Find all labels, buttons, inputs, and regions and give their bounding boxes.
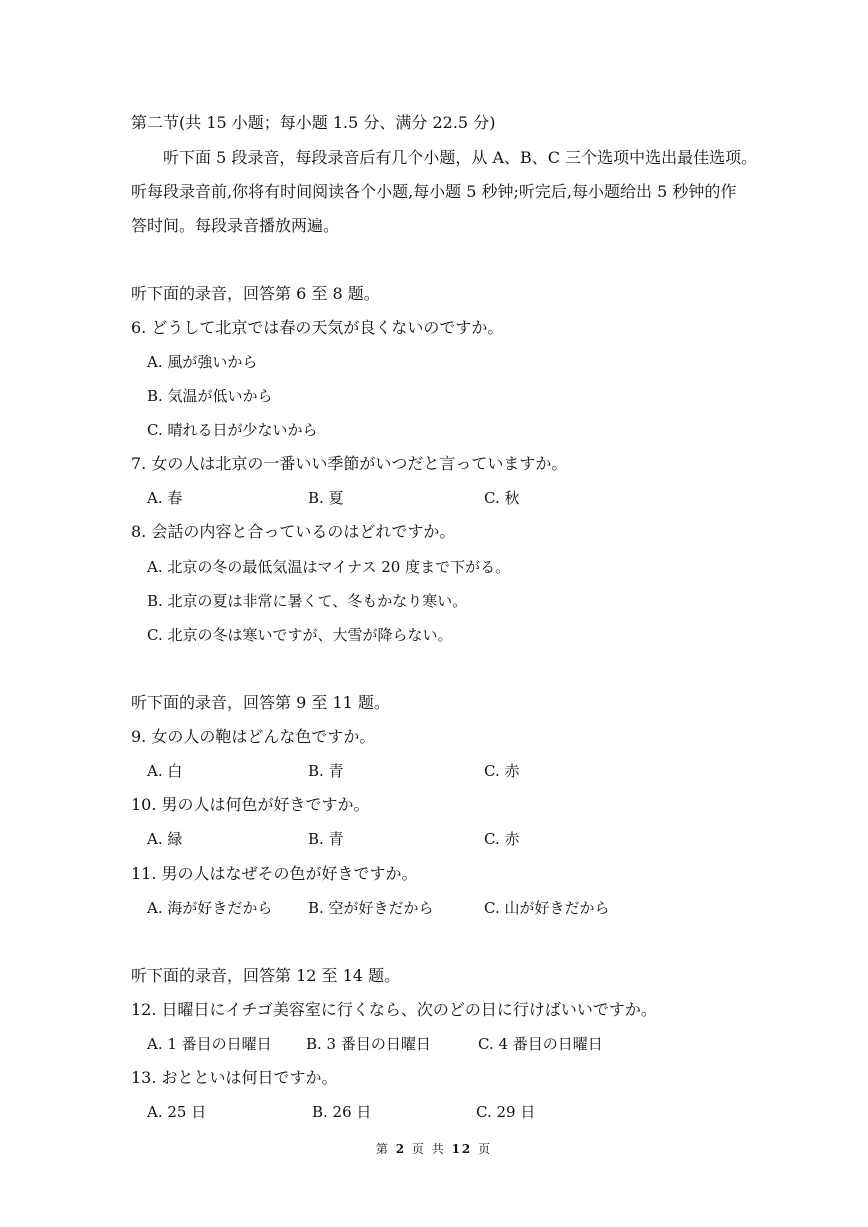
question-11-option-c: C. 山が好きだから (484, 899, 610, 917)
question-8: 8. 会話の内容と合っているのはどれですか。 (131, 522, 456, 541)
question-10-option-a: A. 緑 (147, 830, 183, 848)
question-8-option-a: A. 北京の冬の最低気温はマイナス 20 度まで下がる。 (147, 558, 511, 576)
instruction-line-2: 听每段录音前,你将有时间阅读各个小题,每小题 5 秒钟;听完后,每小题给出 5 秒钟的作 (131, 182, 737, 201)
question-10-option-b: B. 青 (308, 830, 344, 848)
footer-total-pages: 12 (451, 1142, 473, 1156)
footer-middle: 页 共 (411, 1142, 446, 1156)
question-12-option-a: A. 1 番目の日曜日 (147, 1035, 272, 1053)
question-7: 7. 女の人は北京の一番いい季節がいつだと言っていますか。 (131, 454, 568, 473)
question-9-option-b: B. 青 (308, 762, 344, 780)
instruction-line-3: 答时间。每段录音播放两遍。 (131, 216, 340, 235)
question-10: 10. 男の人は何色が好きですか。 (131, 795, 370, 814)
group-intro: 听下面的录音，回答第 6 至 8 题。 (131, 284, 380, 303)
question-13-option-c: C. 29 日 (476, 1103, 536, 1121)
question-6-option-b: B. 気温が低いから (147, 387, 273, 405)
question-9-option-c: C. 赤 (484, 762, 520, 780)
question-11-option-b: B. 空が好きだから (308, 899, 434, 917)
question-12-option-b: B. 3 番目の日曜日 (306, 1035, 431, 1053)
question-10-option-c: C. 赤 (484, 830, 520, 848)
question-6-option-a: A. 風が強いから (147, 353, 258, 371)
question-9-option-a: A. 白 (147, 762, 183, 780)
footer-prefix: 第 (375, 1142, 390, 1156)
section-heading: 第二节(共 15 小题；每小题 1.5 分、满分 22.5 分) (131, 113, 496, 132)
question-12-option-c: C. 4 番目の日曜日 (478, 1035, 603, 1053)
question-13-option-b: B. 26 日 (312, 1103, 372, 1121)
question-11-option-a: A. 海が好きだから (147, 899, 273, 917)
group-intro: 听下面的录音，回答第 12 至 14 题。 (131, 966, 401, 985)
question-11: 11. 男の人はなぜその色が好きですか。 (131, 864, 418, 883)
question-7-option-b: B. 夏 (308, 489, 344, 507)
question-6-option-c: C. 晴れる日が少ないから (147, 421, 318, 439)
footer-page-number: 2 (395, 1142, 407, 1156)
question-13-option-a: A. 25 日 (147, 1103, 207, 1121)
question-8-option-c: C. 北京の冬は寒いですが、大雪が降らない。 (147, 626, 453, 644)
question-7-option-c: C. 秋 (484, 489, 520, 507)
instruction-line-1: 听下面 5 段录音，每段录音后有几个小题，从 A、B、C 三个选项中选出最佳选项。 (163, 148, 758, 167)
question-13: 13. おとといは何日ですか。 (131, 1068, 338, 1087)
question-8-option-b: B. 北京の夏は非常に暑くて、冬もかなり寒い。 (147, 592, 468, 610)
question-6: 6. どうして北京では春の天気が良くないのですか。 (131, 318, 504, 337)
group-intro: 听下面的录音，回答第 9 至 11 题。 (131, 693, 390, 712)
question-12: 12. 日曜日にイチゴ美容室に行くなら、次のどの日に行けばいいですか。 (131, 1000, 657, 1019)
footer-suffix: 页 (478, 1142, 493, 1156)
question-9: 9. 女の人の鞄はどんな色ですか。 (131, 727, 376, 746)
page-footer (0, 1140, 868, 1157)
question-7-option-a: A. 春 (147, 489, 183, 507)
